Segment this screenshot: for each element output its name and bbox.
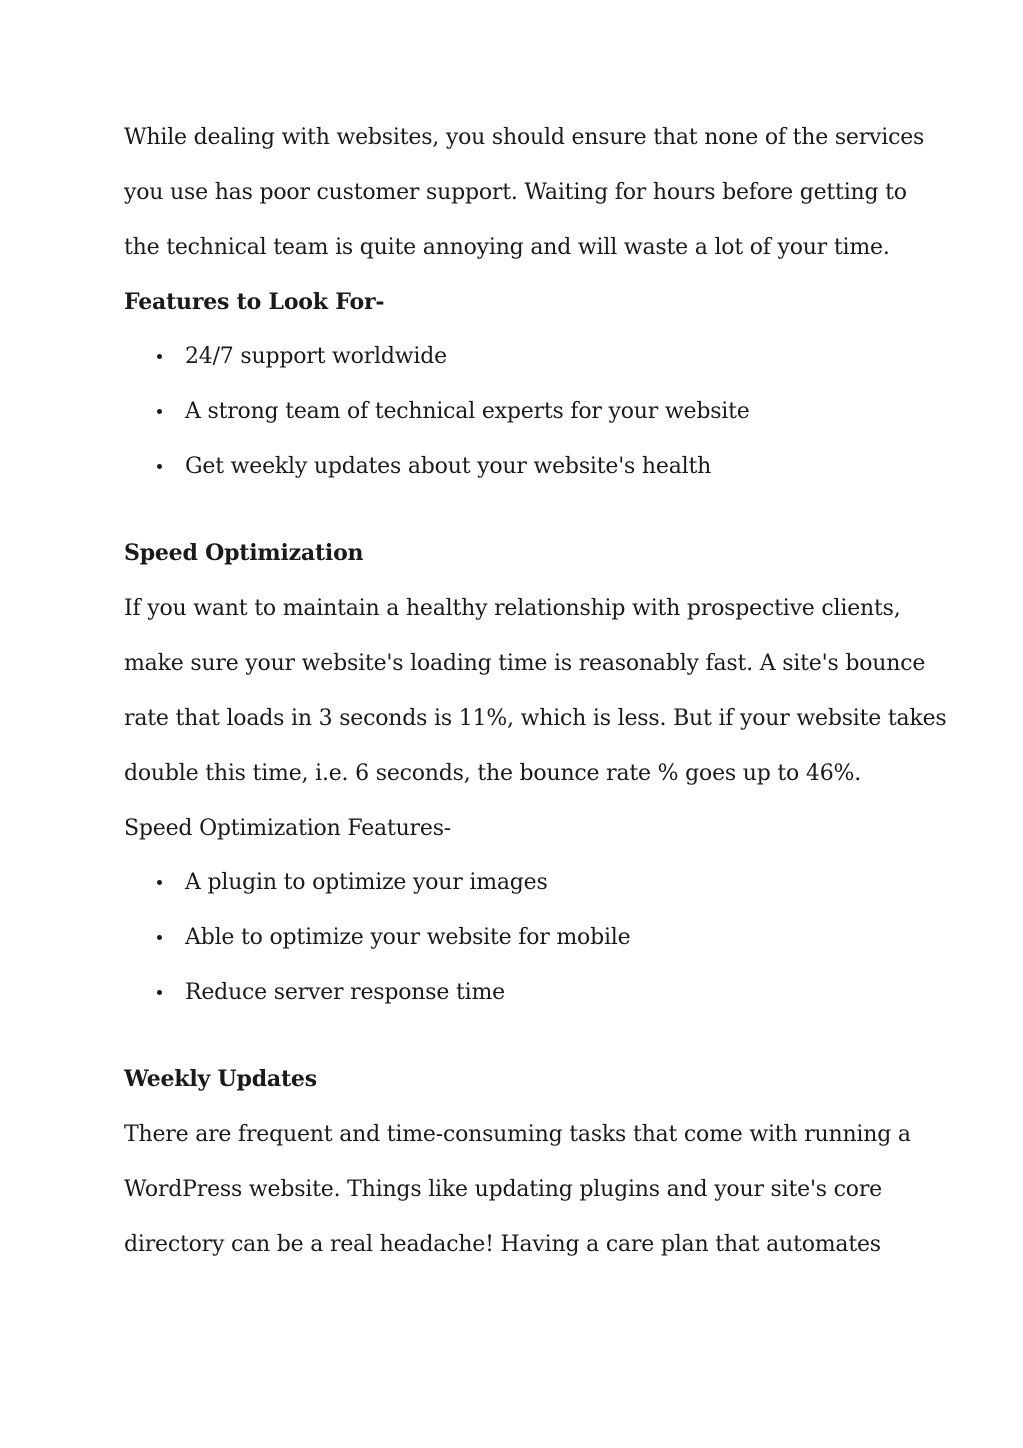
list-item-text: A strong team of technical experts for your website [185,399,750,424]
list-item [124,329,914,384]
speed-paragraph [124,581,947,856]
weekly-line-3: directory can be a real headache! Having a care plan that automates [124,1232,881,1257]
list-item-text: 24/7 support worldwide [185,344,447,369]
bullet-icon [157,990,162,995]
weekly-updates-heading: Weekly Updates [124,1066,317,1092]
list-item [124,439,914,494]
speed-heading-block [124,526,914,581]
intro-line-2: you use has poor customer support. Waiting for hours before getting to [124,180,907,205]
features-heading: Features to Look For- [124,289,385,315]
intro-line-3: the technical team is quite annoying and will waste a lot of your time. [124,235,890,260]
bullet-icon [157,464,162,469]
support-features-list [124,329,914,494]
bullet-icon [157,935,162,940]
weekly-paragraph [124,1107,914,1272]
speed-features-label: Speed Optimization Features- [124,816,452,841]
list-item [124,910,914,965]
weekly-heading-block [124,1052,914,1107]
bullet-icon [157,409,162,414]
intro-line-1: While dealing with websites, you should ensure that none of the services [124,125,925,150]
speed-line-1: If you want to maintain a healthy relationship with prospective clients, [124,596,901,621]
speed-line-3: rate that loads in 3 seconds is 11%, which is less. But if your website takes [124,706,947,731]
features-heading-block [124,275,914,330]
speed-features-list [124,855,914,1020]
speed-line-4: double this time, i.e. 6 seconds, the bounce rate % goes up to 46%. [124,761,861,786]
speed-line-2: make sure your website's loading time is reasonably fast. A site's bounce [124,651,926,676]
list-item [124,384,914,439]
list-item-text: Get weekly updates about your website's health [185,454,712,479]
bullet-icon [157,880,162,885]
bullet-icon [157,354,162,359]
list-item-text: A plugin to optimize your images [185,870,548,895]
list-item-text: Reduce server response time [185,980,505,1005]
intro-paragraph [124,110,925,275]
list-item-text: Able to optimize your website for mobile [185,925,631,950]
weekly-line-2: WordPress website. Things like updating plugins and your site's core [124,1177,882,1202]
weekly-line-1: There are frequent and time-consuming tasks that come with running a [124,1122,911,1147]
list-item [124,855,914,910]
list-item [124,965,914,1020]
speed-optimization-heading: Speed Optimization [124,540,364,566]
